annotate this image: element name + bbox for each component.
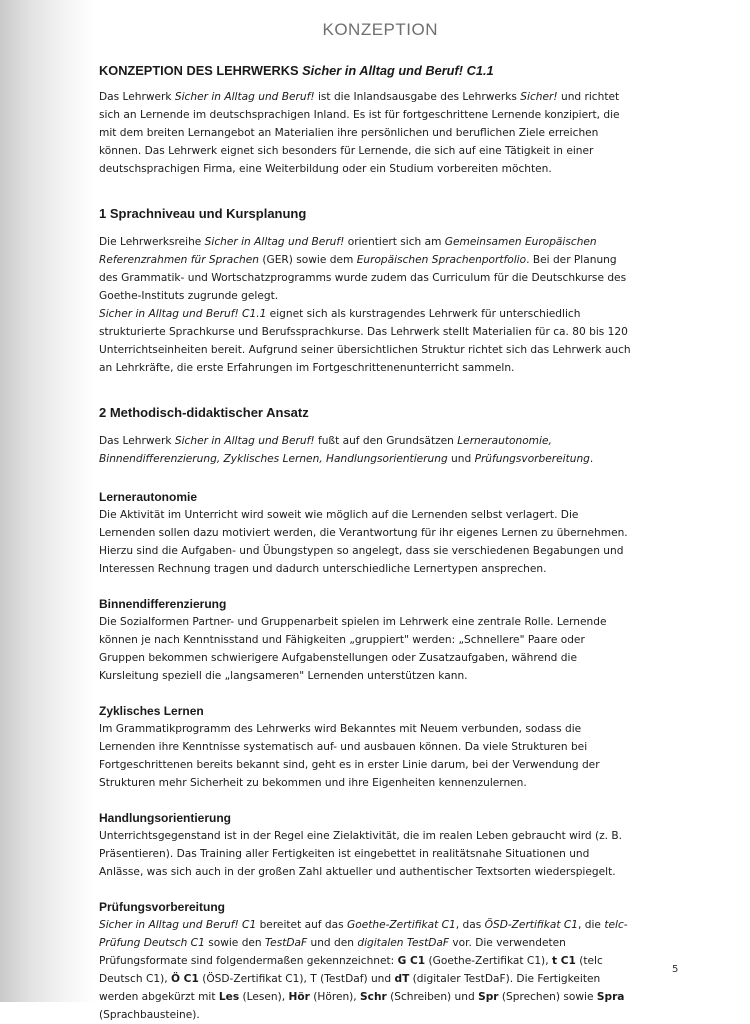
section-1-paragraph: Die Lehrwerksreihe Sicher in Alltag und Beruf! orientiert sich am Gemeinsamen Europäischen Referenzrahmen für Sprachen (GER) sowie dem Europäischen Sprachenportfolio. Bei der Planung des Grammatik- und Wortschatzprogramms wurde zudem das Curriculum für die Deutschkurse des Goethe-Instituts zugrunde gelegt. Sicher in Alltag und Beruf! C1.1 eignet sich als kurstragendes Lehrwerk für unterschiedlich strukturierte Sprachkurse und Berufssprachkurse. Das Lehrwerk stellt Materialien für ca. 80 bis 120 Unterrichtseinheiten bereit. Aufgrund seiner übersichtlichen Struktur richtet sich das Lehrwerk auch an Lehrkräfte, die erste Erfahrungen im Fortgeschrittenenunterricht sammeln. — [99, 236, 631, 374]
page-content — [99, 62, 634, 1024]
document-title: KONZEPTION DES LEHRWERKS Sicher in Alltag und Beruf! C1.1 — [99, 63, 494, 78]
handlungsorientierung-heading: Handlungsorientierung — [99, 811, 231, 825]
binnendifferenzierung-paragraph: Die Sozialformen Partner- und Gruppenarbeit spielen im Lehrwerk eine zentrale Rolle. Lernende können je nach Kenntnisstand und Fähigkeiten „gruppiert" werden: „Schnellere" Paare oder Gruppen bekommen schwierigere Aufgabenstellungen oder Zusatzaufgaben, während die Kursleitung speziell die „langsameren" Lernenden unterstützen kann. — [99, 616, 607, 682]
page-number: 5 — [672, 964, 679, 975]
handlungsorientierung-paragraph: Unterrichtsgegenstand ist in der Regel eine Zielaktivität, die im realen Leben gebraucht wird (z. B. Präsentieren). Das Training aller Fertigkeiten ist eingebettet in realitätsnahe Situationen und Anlässe, was sich auch in der großen Zahl aktueller und authentischer Textsorten wiederspiegelt. — [99, 830, 623, 878]
section-1-heading: 1 Sprachniveau und Kursplanung — [99, 206, 307, 221]
intro-paragraph: Das Lehrwerk Sicher in Alltag und Beruf! ist die Inlandsausgabe des Lehrwerks Sicher! und richtet sich an Lernende im deutschsprachigen Inland. Es ist für fortgeschrittene Lernende konzipiert, die mit dem breiten Lernangebot an Materialien ihre persönlichen und beruflichen Ziele erreichen können. Das Lehrwerk eignet sich besonders für Lernende, die sich auf eine Tätigkeit in einer deutschsprachigen Firma, eine Weiterbildung oder ein Studium vorbereiten möchten. — [99, 91, 620, 175]
pruefungsvorbereitung-paragraph: Sicher in Alltag und Beruf! C1 bereitet auf das Goethe-Zertifikat C1, das ÖSD-Zertifikat C1, die telc-Prüfung Deutsch C1 sowie den TestDaF und den digitalen TestDaF vor. Die verwendeten Prüfungsformate sind folgendermaßen gekennzeichnet: G C1 (Goethe-Zertifikat C1), t C1 (telc Deutsch C1), Ö C1 (ÖSD-Zertifikat C1), T (TestDaf) und dT (digitaler TestDaF). Die Fertigkeiten werden abgekürzt mit Les (Lesen), Hör (Hören), Schr (Schreiben) und Spr (Sprechen) sowie Spra (Sprachbausteine). — [99, 919, 628, 1021]
zyklisches-lernen-paragraph: Im Grammatikprogramm des Lehrwerks wird Bekanntes mit Neuem verbunden, sodass die Lernenden ihre Kenntnisse systematisch auf- und ausbauen können. Da viele Strukturen bei Fortgeschrittenen bereits bekannt sind, geht es in erster Linie darum, bei der Verwendung der Strukturen mehr Sicherheit zu bekommen und ihre Eigenheiten kennenzulernen. — [99, 723, 600, 789]
lernerautonomie-heading: Lernerautonomie — [99, 490, 198, 504]
pruefungsvorbereitung-heading: Prüfungsvorbereitung — [99, 900, 226, 914]
binnendifferenzierung-heading: Binnendifferenzierung — [99, 597, 227, 611]
lernerautonomie-paragraph: Die Aktivität im Unterricht wird soweit wie möglich auf die Lernenden selbst verlagert. Die Lernenden sollen dazu motiviert werden, die Verantwortung für ihr eigenes Lernen zu übernehmen. Hierzu sind die Aufgaben- und Übungstypen so angelegt, dass sie verschiedenen Begabungen und Interessen Rechnung tragen und dadurch unterschiedliche Lernertypen ansprechen. — [99, 509, 628, 575]
section-2-paragraph: Das Lehrwerk Sicher in Alltag und Beruf! fußt auf den Grundsätzen Lernerautonomie, Binnendifferenzierung, Zyklisches Lernen, Handlungsorientierung und Prüfungsvorbereitung. — [99, 435, 594, 465]
page-header — [0, 20, 750, 40]
section-2-heading: 2 Methodisch-didaktischer Ansatz — [99, 405, 309, 420]
header-title: KONZEPTION — [322, 20, 438, 39]
zyklisches-lernen-heading: Zyklisches Lernen — [99, 704, 204, 718]
